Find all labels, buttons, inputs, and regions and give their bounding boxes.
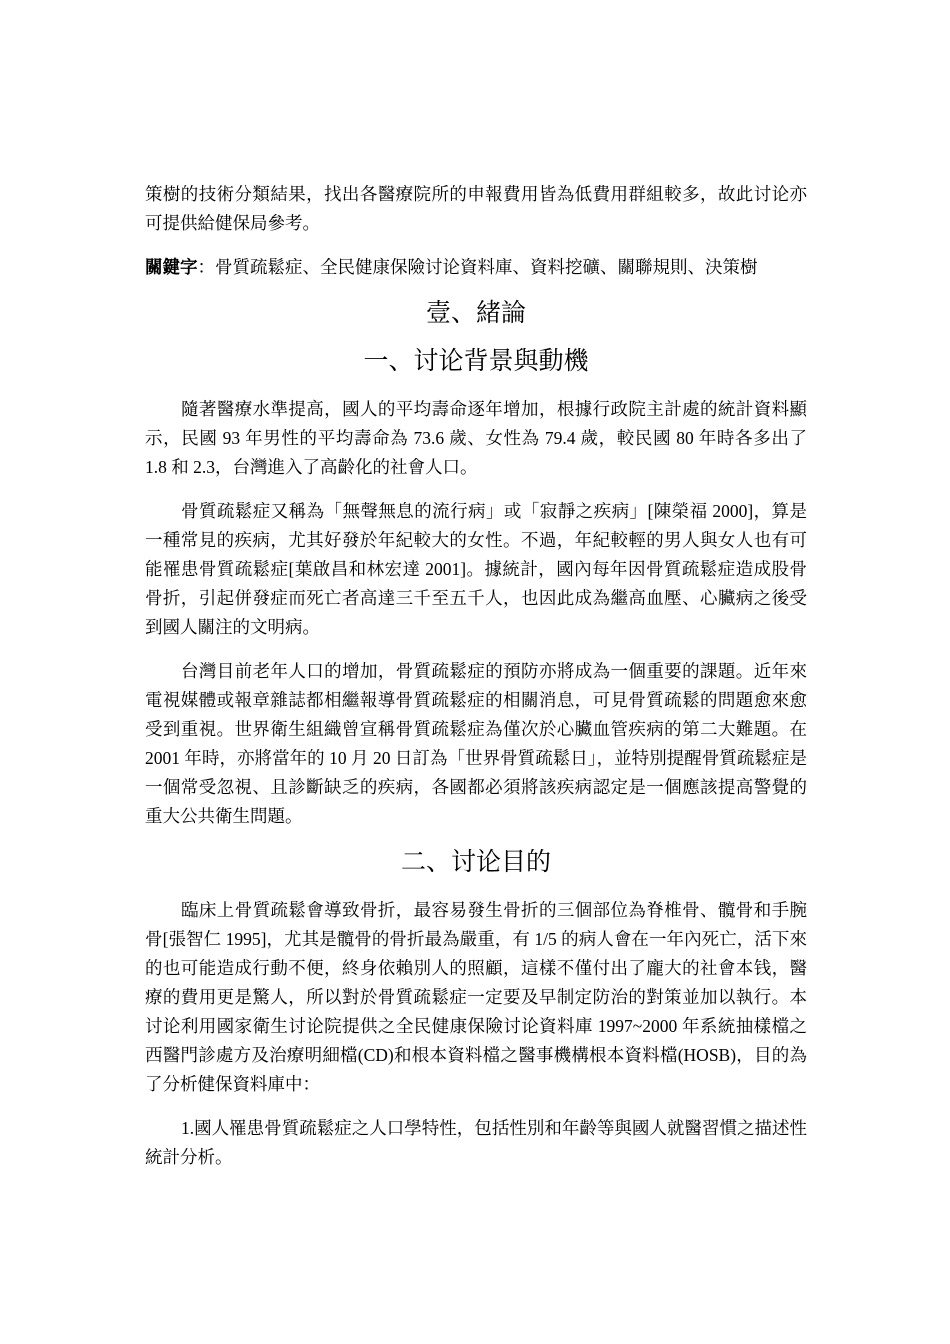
document-page xyxy=(145,180,807,1187)
body-paragraph: 隨著醫療水準提高，國人的平均壽命逐年增加，根據行政院主計處的統計資料顯示，民國 93 年男性的平均壽命為 73.6 歲、女性為 79.4 歲，較民國 80 年時各多出了 1.8 和 2.3，台灣進入了高齡化的社會人口。 xyxy=(145,399,807,477)
body-paragraph: 骨質疏鬆症又稱為「無聲無息的流行病」或「寂靜之疾病」[陳榮福 2000]，算是一種常見的疾病，尤其好發於年紀較大的女性。不過，年紀較輕的男人與女人也有可能罹患骨質疏鬆症[葉啟昌和林宏達 2001]。據統計，國內每年因骨質疏鬆症造成股骨骨折，引起併發症而死亡者高達三千至五千人，也因此成為繼高血壓、心臟病之後受到國人關注的文明病。 xyxy=(145,501,807,637)
subsection-title-purpose: 二、讨论目的 xyxy=(400,849,551,876)
section-title-introduction: 壹、緒論 xyxy=(425,300,526,327)
abstract-continuation: 策樹的技術分類結果，找出各醫療院所的申報費用皆為低費用群組較多，故此讨论亦可提供給健保局參考。 xyxy=(145,184,807,233)
keywords-separator: ： xyxy=(197,257,215,277)
list-item-paragraph: 1.國人罹患骨質疏鬆症之人口學特性，包括性別和年齡等與國人就醫習慣之描述性統計分析。 xyxy=(145,1118,807,1167)
body-paragraph: 臨床上骨質疏鬆會導致骨折，最容易發生骨折的三個部位為脊椎骨、髖骨和手腕骨[張智仁 1995]，尤其是髖骨的骨折最為嚴重，有 1/5 的病人會在一年內死亡，活下來的也可能造成行動不便，終身依賴別人的照顧，這樣不僅付出了龐大的社會本钱，醫療的費用更是驚人，所以對於骨質疏鬆症一定要及早制定防治的對策並加以執行。本讨论利用國家衛生讨论院提供之全民健康保險讨论資料庫 1997~2000 年系統抽樣檔之西醫門診處方及治療明細檔(CD)和根本資料檔之醫事機構根本資料檔(HOSB)，目的為了分析健保資料庫中： xyxy=(145,900,807,1094)
keywords-text: 骨質疏鬆症、全民健康保險讨论資料庫、資料挖礦、關聯規則、決策樹 xyxy=(215,257,758,277)
subsection-title-background: 一、讨论背景與動機 xyxy=(363,348,589,375)
keywords-paragraph xyxy=(145,253,807,282)
body-paragraph: 台灣目前老年人口的增加，骨質疏鬆症的預防亦將成為一個重要的課題。近年來電視媒體或報章雜誌都相繼報導骨質疏鬆症的相關消息，可見骨質疏鬆的問題愈來愈受到重視。世界衛生組織曾宣稱骨質疏鬆症為僅次於心臟血管疾病的第二大難題。在 2001 年時，亦將當年的 10 月 20 日訂為「世界骨質疏鬆日」，並特別提醒骨質疏鬆症是一個常受忽視、且診斷缺乏的疾病，各國都必須將該疾病認定是一個應該提高警覺的重大公共衛生問題。 xyxy=(145,661,807,826)
keywords-label: 關鍵字 xyxy=(145,257,198,277)
